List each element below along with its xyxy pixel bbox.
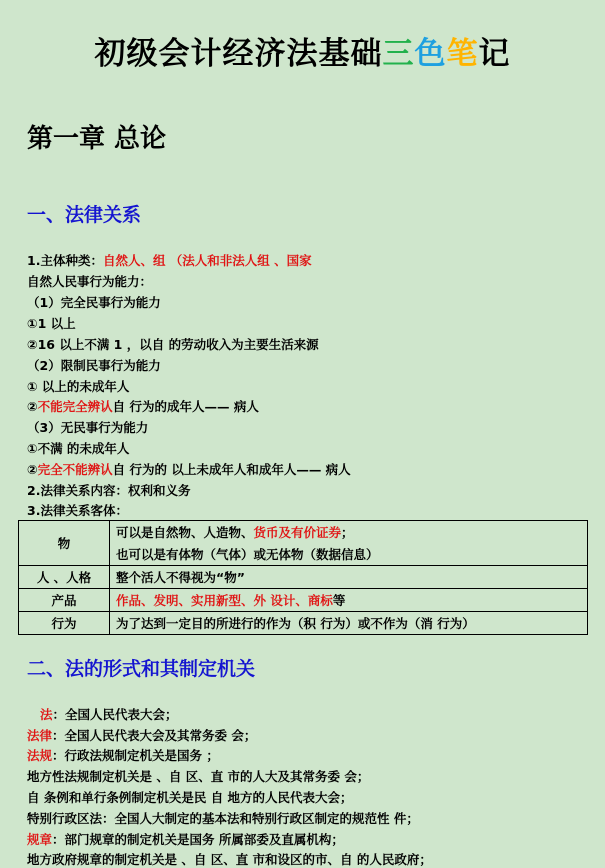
note-line: （3）无民事行为能力: [27, 420, 149, 435]
note-line: ①不满 的未成年人: [27, 441, 130, 456]
table-row: [19, 589, 588, 612]
section-heading-1: 一、法律关系: [27, 204, 142, 226]
note-line: （2）限制民事行为能力: [27, 358, 161, 373]
table-cell: 为了达到一定目的所进行的作为（积 行为）或不作为（消 行为）: [110, 612, 588, 635]
title-char-san: 三: [382, 36, 415, 72]
note-line: 2.法律关系内容：权利和义务: [27, 483, 191, 498]
note-line: 法律：全国人民代表大会及其常务委 会；: [27, 728, 257, 743]
table-cell: 物: [19, 521, 110, 566]
table-cell: 整个活人不得视为“物”: [110, 566, 588, 589]
note-line: 自 条例和单行条例制定机关是民 自 地方的人民代表大会；: [27, 790, 353, 805]
note-line: ① 以上的未成年人: [27, 379, 130, 394]
title-char-ji: 记: [478, 36, 511, 72]
table-cell: 可以是自然物、人造物、货币及有价证券； 也可以是有体物（气体）或无体物（数据信息）: [110, 521, 588, 566]
table-cell: 作品、发明、实用新型、外 设计、商标等: [110, 589, 588, 612]
title-char-bi: 笔: [446, 36, 479, 72]
section-heading-2: 二、法的形式和其制定机关: [27, 658, 256, 680]
note-line: 3.法律关系客体：: [27, 503, 128, 518]
chapter-heading: 第一章 总论: [27, 124, 167, 154]
note-line: ②完全不能辨认自 行为的 以上未成年人和成年人—— 病人: [27, 462, 351, 477]
note-line: 规章：部门规章的制定机关是国务 所属部委及直属机构；: [27, 832, 344, 847]
note-line: 1.主体种类：自然人、组 （法人和非法人组 、国家: [27, 253, 312, 268]
title-char-se: 色: [414, 36, 447, 72]
page-title: 初级会计经济法基础三色笔记: [94, 36, 511, 72]
note-line: ②不能完全辨认自 行为的成年人—— 病人: [27, 399, 259, 414]
table-row: [19, 566, 588, 589]
note-line: 地方政府规章的制定机关是 、自 区、直 市和设区的市、自 的人民政府；: [27, 852, 432, 867]
table-cell: 人 、人格: [19, 566, 110, 589]
table-cell: 产品: [19, 589, 110, 612]
table-cell: 行为: [19, 612, 110, 635]
note-line: 特别行政区法：全国人大制定的基本法和特别行政区制定的规范性 件；: [27, 811, 419, 826]
note-line: ②16 以上不满 1 ，以自 的劳动收入为主要生活来源: [27, 337, 319, 352]
note-line: 法规：行政法规制定机关是国务 ；: [27, 748, 219, 763]
table-row: [19, 612, 588, 635]
note-line: 自然人民事行为能力：: [27, 274, 153, 289]
note-line: 地方性法规制定机关是 、自 区、直 市的人大及其常务委 会；: [27, 769, 370, 784]
table-row: [19, 521, 588, 566]
note-line: 法：全国人民代表大会；: [40, 707, 178, 722]
note-line: （1）完全民事行为能力: [27, 295, 161, 310]
legal-object-table: [18, 520, 588, 635]
note-line: ①1 以上: [27, 316, 76, 331]
